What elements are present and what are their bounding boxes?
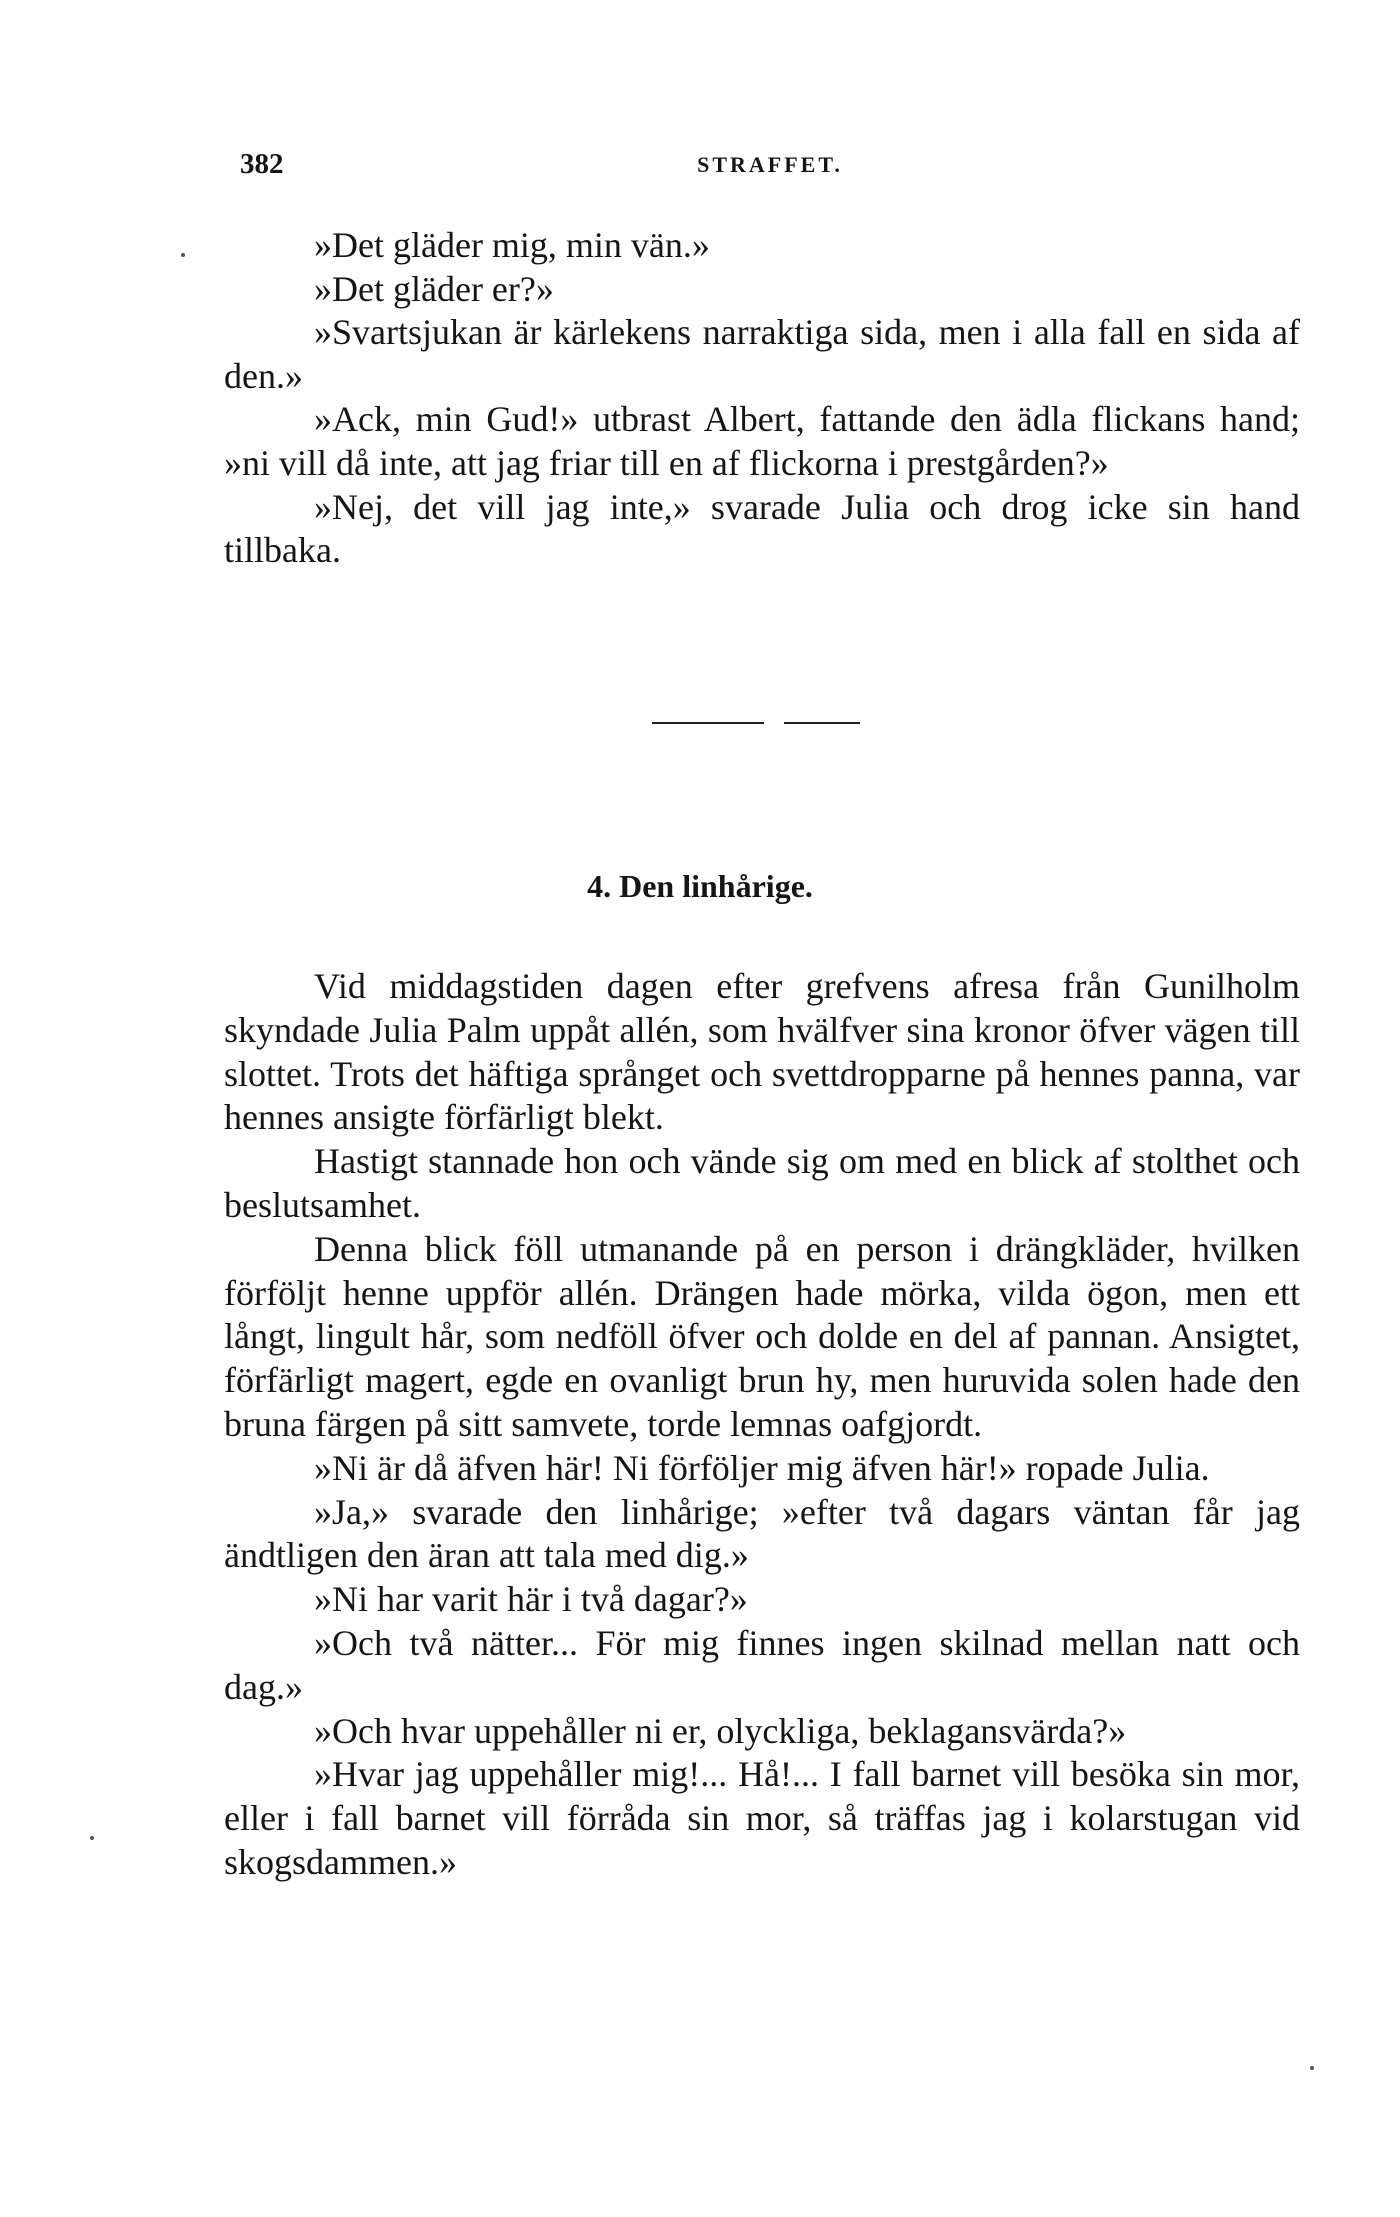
dialogue-block-top [224,224,1300,573]
paragraph: »Ack, min Gud!» utbrast Albert, fattande den ädla flickans hand; »ni vill då inte, att jag friar till en af flickorna i prestgården?» [224,399,1300,483]
paragraph: Hastigt stannade hon och vände sig om med en blick af stolthet och beslutsamhet. [224,1141,1300,1225]
print-speck [181,253,185,257]
running-title: STRAFFET. [697,152,843,177]
paragraph: »Det gläder er?» [314,268,554,309]
section-heading: 4. Den linhårige. [587,868,813,904]
paragraph: »Och två nätter... För mig finnes ingen skilnad mellan natt och dag.» [224,1622,1300,1707]
page-header [240,148,1300,188]
paragraph: Denna blick föll utmanande på en person i drängkläder, hvilken förföljt henne uppför allén. Drängen hade mörka, vilda ögon, men ett långt, lingult hår, som nedföll öfver och dolde en del af pannan. Ansigtet, förfärligt magert, egde en ovanligt brun hy, men huruvida solen hade den bruna färgen på sitt samvete, torde lemnas oafgjordt. [224,1228,1300,1444]
paragraph: »Det gläder mig, min vän.» [314,225,710,265]
paragraph: »Hvar jag uppehåller mig!... Hå!... I fall barnet vill besöka sin mor, eller i fall barnet vill förråda sin mor, så träffas jag i kolarstugan vid skogsdammen.» [224,1754,1300,1882]
paragraph: Vid middagstiden dagen efter grefvens afresa från Gunilholm skyndade Julia Palm uppåt allén, som hvälfver sina kronor öfver vägen till slottet. Trots det häftiga språnget och svettdropparne på hennes panna, var hennes ansigte förfärligt blekt. [224,966,1300,1138]
paragraph: »Ja,» svarade den linhårige; »efter två dagars väntan får jag ändtligen den äran att tala med dig.» [224,1491,1300,1576]
paragraph: »Svartsjukan är kärlekens narraktiga sida, men i alla fall en sida af den.» [224,312,1300,396]
section-divider [652,722,860,724]
page-number: 382 [240,148,284,180]
print-speck [1310,2066,1314,2070]
print-speck [90,1836,94,1840]
paragraph: »Och hvar uppehåller ni er, olyckliga, beklagansvärda?» [314,1710,1127,1751]
paragraph: »Ni har varit här i två dagar?» [314,1579,748,1620]
paragraph: »Ni är då äfven här! Ni förföljer mig äfven här!» ropade Julia. [314,1447,1210,1488]
paragraph: »Nej, det vill jag inte,» svarade Julia och drog icke sin hand tillbaka. [224,486,1300,571]
chapter-body [224,965,1300,1885]
